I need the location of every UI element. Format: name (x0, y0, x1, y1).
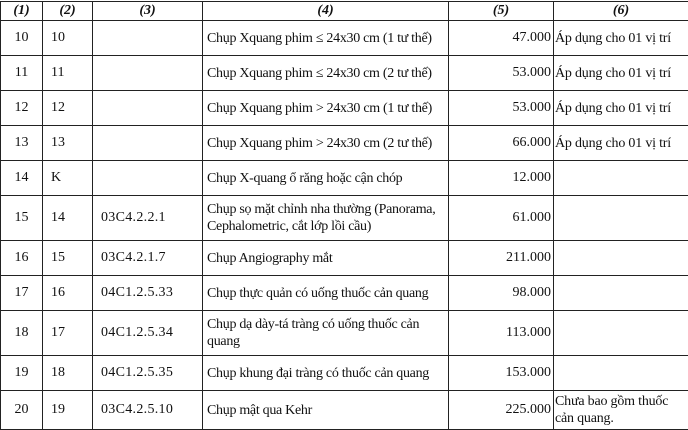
cell-stt-2: 11 (43, 56, 93, 91)
cell-price: 98.000 (449, 276, 554, 311)
cell-stt-2: 13 (43, 126, 93, 161)
cell-code: 04C1.2.5.34 (93, 311, 203, 356)
cell-note: Áp dụng cho 01 vị trí (554, 91, 688, 126)
table-row (1, 56, 688, 91)
table-row (1, 391, 688, 430)
cell-price: 153.000 (449, 356, 554, 391)
cell-stt-2: 16 (43, 276, 93, 311)
cell-stt-2: 18 (43, 356, 93, 391)
cell-stt-2: K (43, 161, 93, 196)
cell-note (554, 161, 688, 196)
table-row (1, 21, 688, 56)
cell-stt-2: 12 (43, 91, 93, 126)
cell-stt: 19 (1, 356, 43, 391)
cell-code: 03C4.2.1.7 (93, 241, 203, 276)
cell-stt-2: 10 (43, 21, 93, 56)
cell-code: 04C1.2.5.35 (93, 356, 203, 391)
cell-service: Chụp Xquang phim ≤ 24x30 cm (1 tư thế) (203, 21, 449, 56)
cell-service: Chụp sọ mặt chỉnh nha thường (Panorama, Cephalometric, cắt lớp lồi cầu) (203, 196, 449, 241)
cell-stt-2: 19 (43, 391, 93, 430)
header-col-6: (6) (554, 2, 688, 21)
cell-stt: 15 (1, 196, 43, 241)
cell-stt: 13 (1, 126, 43, 161)
cell-stt: 12 (1, 91, 43, 126)
cell-service: Chụp Xquang phim > 24x30 cm (1 tư thế) (203, 91, 449, 126)
header-row (1, 2, 688, 21)
header-col-3: (3) (93, 2, 203, 21)
cell-service: Chụp mật qua Kehr (203, 391, 449, 430)
header-col-1: (1) (1, 2, 43, 21)
table-row (1, 276, 688, 311)
cell-code: 04C1.2.5.33 (93, 276, 203, 311)
cell-price: 61.000 (449, 196, 554, 241)
price-table (0, 1, 688, 430)
cell-note (554, 356, 688, 391)
cell-note (554, 276, 688, 311)
cell-stt: 14 (1, 161, 43, 196)
cell-price: 113.000 (449, 311, 554, 356)
table-row (1, 196, 688, 241)
cell-stt: 11 (1, 56, 43, 91)
cell-service: Chụp dạ dày-tá tràng có uống thuốc cản quang (203, 311, 449, 356)
cell-note: Chưa bao gồm thuốc cản quang. (554, 391, 688, 430)
cell-service: Chụp thực quản có uống thuốc cản quang (203, 276, 449, 311)
table-row (1, 311, 688, 356)
cell-note: Áp dụng cho 01 vị trí (554, 56, 688, 91)
cell-service: Chụp X-quang ổ răng hoặc cận chóp (203, 161, 449, 196)
cell-stt-2: 15 (43, 241, 93, 276)
cell-price: 47.000 (449, 21, 554, 56)
table-row (1, 356, 688, 391)
header-col-4: (4) (203, 2, 449, 21)
cell-stt-2: 14 (43, 196, 93, 241)
cell-stt: 20 (1, 391, 43, 430)
cell-service: Chụp Angiography mắt (203, 241, 449, 276)
cell-note (554, 196, 688, 241)
cell-note (554, 241, 688, 276)
cell-stt: 18 (1, 311, 43, 356)
cell-stt-2: 17 (43, 311, 93, 356)
cell-price: 66.000 (449, 126, 554, 161)
table-row (1, 126, 688, 161)
cell-price: 211.000 (449, 241, 554, 276)
table-row (1, 91, 688, 126)
cell-stt: 10 (1, 21, 43, 56)
cell-price: 12.000 (449, 161, 554, 196)
cell-code (93, 56, 203, 91)
cell-note (554, 311, 688, 356)
cell-price: 53.000 (449, 91, 554, 126)
cell-price: 225.000 (449, 391, 554, 430)
header-col-5: (5) (449, 2, 554, 21)
cell-note: Áp dụng cho 01 vị trí (554, 126, 688, 161)
cell-price: 53.000 (449, 56, 554, 91)
header-col-2: (2) (43, 2, 93, 21)
table-row (1, 241, 688, 276)
cell-service: Chụp Xquang phim ≤ 24x30 cm (2 tư thế) (203, 56, 449, 91)
cell-code (93, 161, 203, 196)
cell-code (93, 91, 203, 126)
cell-code (93, 126, 203, 161)
cell-stt: 16 (1, 241, 43, 276)
cell-note: Áp dụng cho 01 vị trí (554, 21, 688, 56)
cell-code: 03C4.2.5.10 (93, 391, 203, 430)
cell-code: 03C4.2.2.1 (93, 196, 203, 241)
table-row (1, 161, 688, 196)
cell-code (93, 21, 203, 56)
cell-service: Chụp Xquang phim > 24x30 cm (2 tư thế) (203, 126, 449, 161)
cell-stt: 17 (1, 276, 43, 311)
cell-service: Chụp khung đại tràng có thuốc cản quang (203, 356, 449, 391)
